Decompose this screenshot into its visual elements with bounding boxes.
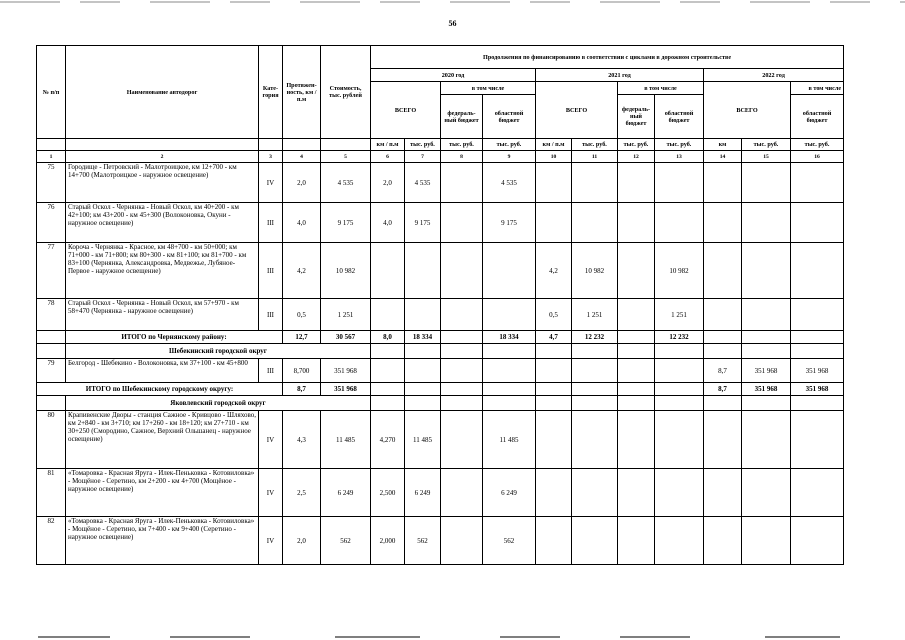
cell-2022-regional (791, 203, 844, 243)
cell-2020-km: 2,500 (371, 469, 405, 517)
cell-2020-rub: 9 175 (405, 203, 441, 243)
header-year-2020: 2020 год (371, 69, 536, 82)
row-number: 75 (37, 163, 66, 203)
cell-2022-km (704, 243, 742, 299)
unit-rub: тыс. руб. (572, 139, 618, 151)
column-number: 8 (441, 151, 483, 163)
column-number: 1 (37, 151, 66, 163)
road-funding-table (36, 45, 844, 565)
road-cost: 11 485 (321, 411, 371, 469)
cell-2021-km: 4,2 (536, 243, 572, 299)
header-no: № п/п (37, 46, 66, 139)
total-row-shebekino (37, 383, 844, 396)
table-row (37, 163, 844, 203)
total-row-chernyansky (37, 331, 844, 344)
unit-km: км / п.м (371, 139, 405, 151)
column-number: 13 (655, 151, 704, 163)
cell-2021-km: 0,5 (536, 299, 572, 331)
row-number: 80 (37, 411, 66, 469)
cell-2021-regional: 1 251 (655, 299, 704, 331)
cell-2021-rub (572, 203, 618, 243)
road-category: III (259, 359, 283, 383)
column-number: 16 (791, 151, 844, 163)
cell-2022-regional (791, 299, 844, 331)
road-category: IV (259, 517, 283, 565)
cell-2021-federal (618, 243, 655, 299)
cell-2021-rub (572, 163, 618, 203)
column-number: 14 (704, 151, 742, 163)
cell-2020-rub: 4 535 (405, 163, 441, 203)
table-row (37, 359, 844, 383)
road-length: 0,5 (283, 299, 321, 331)
total-2021-km: 4,7 (536, 331, 572, 344)
section-title: Яковлевский городской округ (66, 396, 371, 411)
road-name: Старый Оскол - Чернянка - Новый Оскол, км 57+970 - км 58+470 (Чернянка - наружное освещение) (66, 299, 259, 331)
road-name: Городище - Петровский - Малотроицкое, км 12+700 - км 14+700 (Малотроицкое - наружное освещение) (66, 163, 259, 203)
unit-rub: тыс. руб. (742, 139, 791, 151)
column-number: 10 (536, 151, 572, 163)
cell-2020-km: 4,0 (371, 203, 405, 243)
cell-2021-federal (618, 203, 655, 243)
road-name: Белгород - Шебекино - Волоконовка, км 37+100 - км 45+800 (66, 359, 259, 383)
table-row (37, 517, 844, 565)
cell-2020-regional: 11 485 (483, 411, 536, 469)
total-length: 12,7 (283, 331, 321, 344)
cell-2020-rub: 11 485 (405, 411, 441, 469)
cell-2022-rub (742, 243, 791, 299)
header-cost: Стоимость, тыс. рублей (321, 46, 371, 139)
unit-rub: тыс. руб. (441, 139, 483, 151)
row-number: 79 (37, 359, 66, 383)
unit-rub: тыс. руб. (655, 139, 704, 151)
cell-2021-km (536, 163, 572, 203)
cell-2020-federal (441, 163, 483, 203)
header-regional-2020: областной бюджет (483, 95, 536, 139)
cell-2021-regional (655, 163, 704, 203)
total-2020-km: 8,0 (371, 331, 405, 344)
header-year-2022: 2022 год (704, 69, 844, 82)
road-length: 4,0 (283, 203, 321, 243)
header-length: Протяжен-ность, км / п.м (283, 46, 321, 139)
row-number: 77 (37, 243, 66, 299)
header-vsego-2022: ВСЕГО (704, 82, 791, 139)
cell-2020-km (371, 243, 405, 299)
cell-2022-rub (742, 299, 791, 331)
road-category: III (259, 299, 283, 331)
road-category: III (259, 203, 283, 243)
table-row (37, 299, 844, 331)
cell-2020-km: 2,000 (371, 517, 405, 565)
row-number: 82 (37, 517, 66, 565)
cell-2020-regional: 562 (483, 517, 536, 565)
header-federal-2020: федераль-ный бюджет (441, 95, 483, 139)
unit-rub: тыс. руб. (791, 139, 844, 151)
road-cost: 562 (321, 517, 371, 565)
header-regional-2022: областной бюджет (791, 95, 844, 139)
road-cost: 10 982 (321, 243, 371, 299)
header-regional-2021: областной бюджет (655, 95, 704, 139)
header-year-2021: 2021 год (536, 69, 704, 82)
cell-2022-rub: 351 968 (742, 359, 791, 383)
road-length: 4,2 (283, 243, 321, 299)
road-name: Крапивенские Дворы - станция Сажное - Кривцово - Шляхово, км 2+840 - км 3+710; км 17+260 - км 18+120; км 27+710 - км 30+250 (Смородино, Сажное, Верхний Ольшанец - наружное освещение) (66, 411, 259, 469)
column-number: 2 (66, 151, 259, 163)
total-2021-regional: 12 232 (655, 331, 704, 344)
column-number: 6 (371, 151, 405, 163)
table-row (37, 203, 844, 243)
total-2021-rub: 12 232 (572, 331, 618, 344)
cell-2020-regional: 4 535 (483, 163, 536, 203)
cell-2022-km (704, 203, 742, 243)
cell-2020-rub (405, 299, 441, 331)
total-length: 8,7 (283, 383, 321, 396)
unit-km: км (704, 139, 742, 151)
cell-2021-regional (655, 203, 704, 243)
section-title: Шебекинский городской округ (66, 344, 371, 359)
road-name: Старый Оскол - Чернянка - Новый Оскол, км 40+200 - км 42+100; км 43+200 - км 45+300 (Волоконовка, Окуни - наружное освещение) (66, 203, 259, 243)
total-2022-km: 8,7 (704, 383, 742, 396)
road-name: «Томаровка - Красная Яруга - Илек-Пеньковка - Котовиловка» - Мощёное - Серетино, км 7+400 - км 9+400 (Серетино - наружное освещение) (66, 517, 259, 565)
cell-2021-federal (618, 163, 655, 203)
cell-2022-regional: 351 968 (791, 359, 844, 383)
cell-2020-regional (483, 243, 536, 299)
header-incl-2021: в том числе (618, 82, 704, 95)
cell-2021-federal (618, 299, 655, 331)
column-number: 12 (618, 151, 655, 163)
total-label: ИТОГО по Шебекинскому городскому округу: (37, 383, 283, 396)
unit-rub: тыс. руб. (618, 139, 655, 151)
road-length: 8,700 (283, 359, 321, 383)
cell-2022-regional (791, 163, 844, 203)
unit-km: км / п.м (536, 139, 572, 151)
cell-2020-federal (441, 299, 483, 331)
total-2022-regional: 351 968 (791, 383, 844, 396)
column-number: 9 (483, 151, 536, 163)
column-number: 4 (283, 151, 321, 163)
total-label: ИТОГО по Чернянскому району: (66, 331, 283, 344)
total-cost: 30 567 (321, 331, 371, 344)
road-cost: 1 251 (321, 299, 371, 331)
cell-2022-km: 8,7 (704, 359, 742, 383)
road-length: 4,3 (283, 411, 321, 469)
column-number: 11 (572, 151, 618, 163)
total-2022-rub: 351 968 (742, 383, 791, 396)
column-number: 5 (321, 151, 371, 163)
cell-2020-rub: 562 (405, 517, 441, 565)
road-category: IV (259, 469, 283, 517)
cell-2020-regional: 6 249 (483, 469, 536, 517)
cell-2022-rub (742, 203, 791, 243)
cell-2021-rub: 1 251 (572, 299, 618, 331)
cell-2020-rub (405, 243, 441, 299)
cell-2021-regional: 10 982 (655, 243, 704, 299)
table-row (37, 469, 844, 517)
road-length: 2,0 (283, 517, 321, 565)
cell-2020-km: 4,270 (371, 411, 405, 469)
cell-2020-rub: 6 249 (405, 469, 441, 517)
road-name: Короча - Чернянка - Красное, км 48+700 - км 50+000; км 71+000 - км 71+800; км 80+300 - км 81+100; км 81+700 - км 83+100 (Чернянка, Александровка, Медвежье, Лубяное-Первое - наружное освещение) (66, 243, 259, 299)
road-length: 2,5 (283, 469, 321, 517)
header-name: Наименование автодорог (66, 46, 259, 139)
header-incl-2022: в том числе (791, 82, 844, 95)
header-category: Кате-гория (259, 46, 283, 139)
total-2020-regional: 18 334 (483, 331, 536, 344)
section-header-shebekino (37, 344, 844, 359)
cell-2020-regional (483, 299, 536, 331)
column-number-row (37, 151, 844, 163)
column-number: 15 (742, 151, 791, 163)
road-cost: 6 249 (321, 469, 371, 517)
road-category: IV (259, 411, 283, 469)
cell-2022-km (704, 299, 742, 331)
cell-2020-federal (441, 243, 483, 299)
cell-2020-regional: 9 175 (483, 203, 536, 243)
section-header-yakovlev (37, 396, 844, 411)
road-cost: 4 535 (321, 163, 371, 203)
cell-2021-km (536, 203, 572, 243)
cell-2020-km (371, 299, 405, 331)
table-row (37, 411, 844, 469)
cell-2021-rub: 10 982 (572, 243, 618, 299)
cell-2020-federal (441, 203, 483, 243)
road-length: 2,0 (283, 163, 321, 203)
header-federal-2021: федераль-ный бюджет (618, 95, 655, 139)
unit-rub: тыс. руб. (483, 139, 536, 151)
column-number: 3 (259, 151, 283, 163)
table-row (37, 243, 844, 299)
column-number: 7 (405, 151, 441, 163)
total-2020-rub: 18 334 (405, 331, 441, 344)
row-number: 76 (37, 203, 66, 243)
header-vsego-2020: ВСЕГО (371, 82, 441, 139)
cell-2022-rub (742, 163, 791, 203)
total-cost: 351 968 (321, 383, 371, 396)
cell-2022-km (704, 163, 742, 203)
row-number: 78 (37, 299, 66, 331)
unit-rub: тыс. руб. (405, 139, 441, 151)
header-incl-2020: в том числе (441, 82, 536, 95)
road-cost: 9 175 (321, 203, 371, 243)
road-category: IV (259, 163, 283, 203)
row-number: 81 (37, 469, 66, 517)
road-category: III (259, 243, 283, 299)
page-number: 56 (448, 19, 457, 28)
cell-2022-regional (791, 243, 844, 299)
road-cost: 351 968 (321, 359, 371, 383)
cell-2020-km: 2,0 (371, 163, 405, 203)
header-vsego-2021: ВСЕГО (536, 82, 618, 139)
header-funding-title: Продолжения по финансированию в соответствии с циклами в дорожном строительстве (371, 46, 844, 69)
road-name: «Томаровка - Красная Яруга - Илек-Пеньковка - Котовиловка» - Мощёное - Серетино, км 2+200 - км 4+700 (Мощёное - наружное освещение) (66, 469, 259, 517)
